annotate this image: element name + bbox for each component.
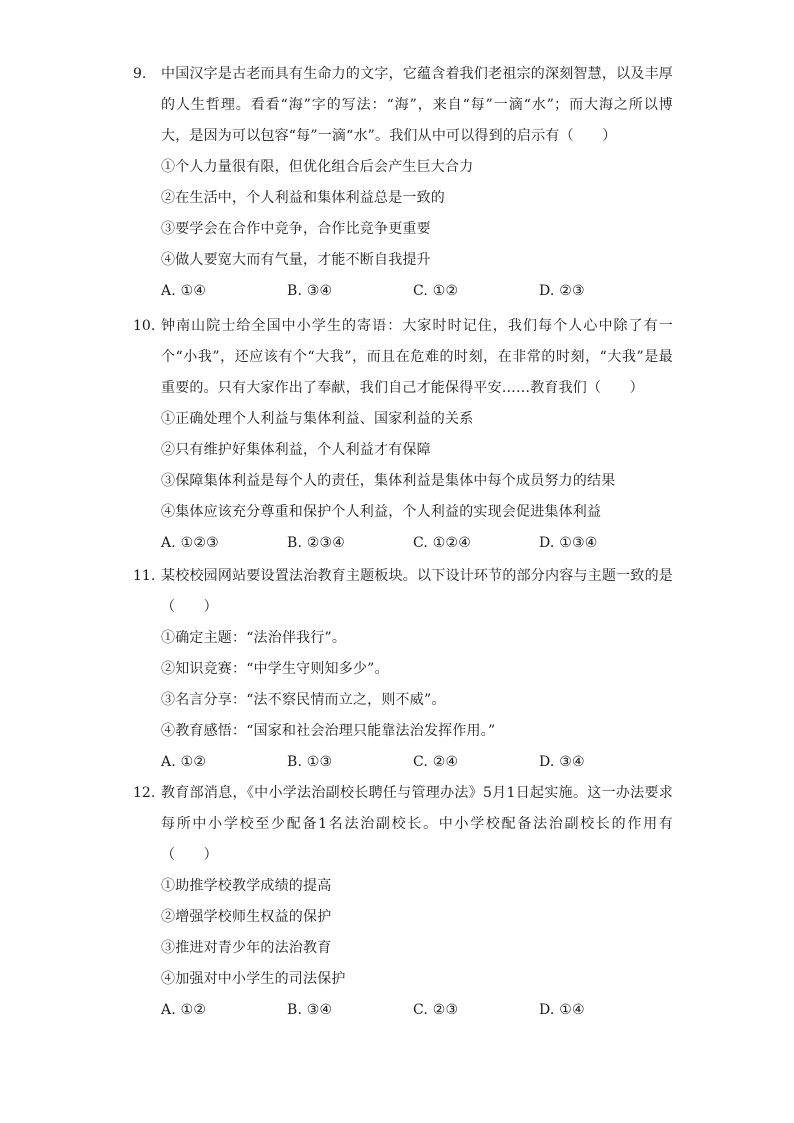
statement-item: ①确定主题：“法治伴我行”。 xyxy=(161,630,347,646)
choice-d[interactable]: D. ①④ xyxy=(539,1002,585,1018)
choice-a[interactable]: A. ①④ xyxy=(161,283,207,299)
question-11 xyxy=(133,561,673,778)
question-body xyxy=(161,561,673,778)
answer-choices xyxy=(161,747,673,778)
question-stem: 中国汉字是古老而具有生命力的文字，它蕴含着我们老祖宗的深刻智慧，以及丰厚的人生哲理。看看“海”字的写法：“海”，来自“每”一滴“水”；而大海之所以博大，是因为可以包容“每”一滴“水”。我们从中可以得到的启示有（ ） xyxy=(161,66,673,144)
statement-item: ③保障集体利益是每个人的责任，集体利益是集体中每个成员努力的结果 xyxy=(161,473,616,489)
question-number: 9. xyxy=(133,66,147,82)
question-stem: 教育部消息，《中小学法治副校长聘任与管理办法》5月1日起实施。这一办法要求每所中小学校至少配备1名法治副校长。中小学校配备法治副校长的作用有（ ） xyxy=(161,785,673,863)
choice-b[interactable]: B. ②③④ xyxy=(287,535,346,551)
choice-b[interactable]: B. ③④ xyxy=(287,283,333,299)
statement-item: ③要学会在合作中竞争，合作比竞争更重要 xyxy=(161,221,431,237)
choice-a[interactable]: A. ①② xyxy=(161,1002,207,1018)
answer-choices xyxy=(161,995,673,1026)
statement-item: ①助推学校教学成绩的提高 xyxy=(161,878,332,894)
statement-item: ②增强学校师生权益的保护 xyxy=(161,909,332,925)
statement-item: ④做人要宽大而有气量，才能不断自我提升 xyxy=(161,252,431,268)
choice-c[interactable]: C. ①②④ xyxy=(413,535,471,551)
statement-item: ③名言分享：“法不察民情而立之，则不威”。 xyxy=(161,692,446,708)
question-number: 11. xyxy=(133,568,156,584)
question-10 xyxy=(133,311,673,559)
choice-c[interactable]: C. ②④ xyxy=(413,754,459,770)
statement-item: ②只有维护好集体利益，个人利益才有保障 xyxy=(161,442,431,458)
question-body xyxy=(161,311,673,559)
choice-d[interactable]: D. ①③④ xyxy=(539,535,598,551)
statement-item: ②在生活中，个人利益和集体利益总是一致的 xyxy=(161,190,445,206)
question-stem: 钟南山院士给全国中小学生的寄语：大家时时记住，我们每个人心中除了有一个“小我”，还应该有个“大我”，而且在危难的时刻，在非常的时刻，“大我”是最重要的。只有大家作出了奉献，我们自己才能保得平安……教育我们（ ） xyxy=(161,318,673,396)
statement-item: ④集体应该充分尊重和保护个人利益，个人利益的实现会促进集体利益 xyxy=(161,504,602,520)
question-stem: 某校校园网站要设置法治教育主题板块。以下设计环节的部分内容与主题一致的是（ ） xyxy=(161,568,673,615)
question-number: 12. xyxy=(133,785,156,801)
choice-c[interactable]: C. ①② xyxy=(413,283,459,299)
choice-b[interactable]: B. ①③ xyxy=(287,754,333,770)
question-9 xyxy=(133,59,673,307)
choice-d[interactable]: D. ②③ xyxy=(539,283,585,299)
question-12 xyxy=(133,778,673,1026)
choice-a[interactable]: A. ①②③ xyxy=(161,535,219,551)
statement-item: ①正确处理个人利益与集体利益、国家利益的关系 xyxy=(161,411,474,427)
question-number: 10. xyxy=(133,318,156,334)
choice-b[interactable]: B. ③④ xyxy=(287,1002,333,1018)
choice-a[interactable]: A. ①② xyxy=(161,754,207,770)
statement-item: ④加强对中小学生的司法保护 xyxy=(161,971,346,987)
statement-item: ①个人力量很有限，但优化组合后会产生巨大合力 xyxy=(161,159,474,175)
statement-item: ④教育感悟：“国家和社会治理只能靠法治发挥作用。” xyxy=(161,723,496,739)
statement-item: ②知识竞赛：“中学生守则知多少”。 xyxy=(161,661,389,677)
question-body xyxy=(161,778,673,1026)
statement-item: ③推进对青少年的法治教育 xyxy=(161,940,332,956)
answer-choices xyxy=(161,276,673,307)
choice-c[interactable]: C. ②③ xyxy=(413,1002,459,1018)
answer-choices xyxy=(161,528,673,559)
choice-d[interactable]: D. ③④ xyxy=(539,754,585,770)
question-body xyxy=(161,59,673,307)
